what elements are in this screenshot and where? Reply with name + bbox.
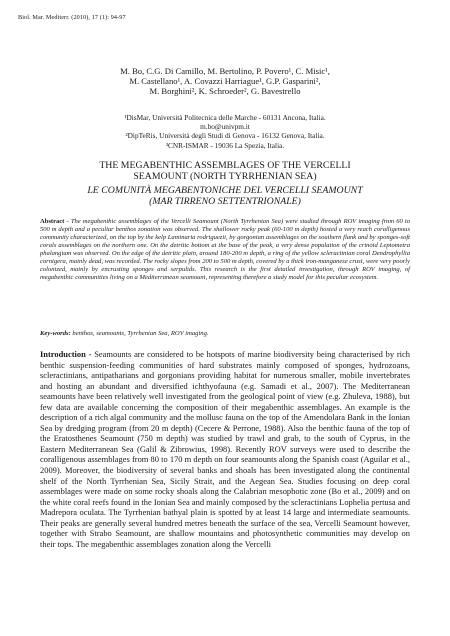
title-line: LE COMUNITÀ MEGABENTONICHE DEL VERCELLI SEAMOUNT [87, 185, 363, 196]
paper-title-italian [40, 185, 410, 208]
abstract [40, 218, 410, 282]
affiliation-list [60, 113, 390, 150]
corresponding-email: m.bo@univpm.it [200, 122, 250, 132]
affiliation: ³CNR-ISMAR - 19036 La Spezia, Italia. [165, 140, 285, 150]
section-text: Seamounts are considered to be hotspots of marine biodiversity being characterised by rich benthic suspension-feeding communities of hard substrates mainly composed of sponges, hydrozoans, scleractinians, antipatharians and gorgonians providing habitat for numerous smaller, mobile invertebrates and hosting an abundant and diversified ichthyofauna (e.g. Samadi et al., 2007). The Mediterranean seamounts have been relatively well investigated from the geological point of view (e.g. Zhuleva, 1988), but few data are available concerning the composition of their megabenthic assemblages. An example is the description of a rich algal community and the mollusc fauna on the top of the Amendolara Bank in the Ionian Sea by dredging program (from 20 m depth) (Cecere & Perrone, 1988). Also the benthic fauna of the top of the Eratosthenes Seamount (750 m depth) was studied by trawl and grab, to the south of Cyprus, in the Eastern Mediterranean Sea (Galil & Zibrowius, 1998). Recently ROV surveys were used to describe the coralligenous assemblages from 80 to 170 m depth on four seamounts along the Spanish coast (Aguilar et al., 2009). Moreover, the biodiversity of several banks and shoals has been investigated along the continental shelf of the North Tyrrhenian Sea, Sicily Strait, and the Aegean Sea. Studies focusing on deep coral assemblages were made on some rocky shoals along the Calabrian mesophotic zone (Bo et al., 2009) and on the white coral reefs found in the Ionian Sea and mainly composed by the scleractinians Lophelia pertusa and Madrepora oculata. The Tyrrhenian bathyal plain is spotted by at least 14 large and intermediate seamounts. Their peaks are generally several hundred metres beneath the surface of the sea, Vercelli Seamount however, together with Strabo Seamount, are shallow mountains and photosynthetic communities may develop on their tops. The megabenthic assemblages zonation along the Vercelli [40, 349, 410, 549]
author-list [50, 66, 400, 97]
abstract-text: - The megabenthic assemblages of the Vercelli Seamount (North Tyrrhenian Sea) were studied through ROV imaging from 60 to 500 m depth and a peculiar benthos zonation was observed. The shallower rocky peak (60-100 m depth) hosted a very reach coralligenous community characterized, on the top by the kelp Laminaria rodriguezii, by gorgonian assemblages on the southern flank and by sponges-soft corals assemblages on the northern one. On the detritic bottom at the base of the peak, a very dense population of the crinoid Leptometra phalangium was observed. On the edge of the detritic plain, around 180-200 m depth, a ring of the yellow scleractinian coral Dendrophyllia cornigera, mainly dead, was recorded. The rocky slopes from 200 to 500 m depth, covered by a thick iron-manganese crust, were very poorly colonized, mainly by encrusting sponges and serpulids. This research is the first detailed investigation, through ROV imaging, of megabenthic communities living on a Mediterranean seamount, representing therefore a study model for this peculiar ecosystem. [40, 218, 410, 282]
title-line: THE MEGABENTHIC ASSEMBLAGES OF THE VERCELLI [99, 160, 351, 171]
keywords-heading: Key-words: [40, 330, 71, 337]
abstract-heading: Abstract [40, 218, 65, 225]
author-line: M. Castellano¹, A. Covazzi Harriague¹, G.P. Gasparini², [129, 76, 321, 87]
section-heading: Introduction - [40, 349, 92, 359]
author-line: M. Bo, C.G. Di Camillo, M. Bertolino, P. Povero¹, C. Misic¹, [120, 66, 330, 76]
keywords-text: benthos, seamounts, Tyrrhenian Sea, ROV imaging. [70, 330, 209, 337]
introduction-section [40, 349, 410, 549]
author-line: M. Borghini², K. Schroeder², G. Bavestrello [149, 86, 301, 97]
affiliation: ¹DisMar, Università Politecnica delle Marche - 60131 Ancona, Italia. [124, 113, 326, 122]
affiliation: ²DipTeRis, Università degli Studi di Genova - 16132 Genova, Italia. [125, 131, 325, 141]
title-line: SEAMOUNT (NORTH TYRRHENIAN SEA) [133, 171, 317, 183]
keywords [40, 330, 410, 338]
title-line: (MAR TIRRENO SETTENTRIONALE) [149, 196, 301, 208]
running-head: Biol. Mar. Mediterr. (2010), 17 (1): 94-97 [18, 14, 126, 21]
paper-title [40, 160, 410, 183]
